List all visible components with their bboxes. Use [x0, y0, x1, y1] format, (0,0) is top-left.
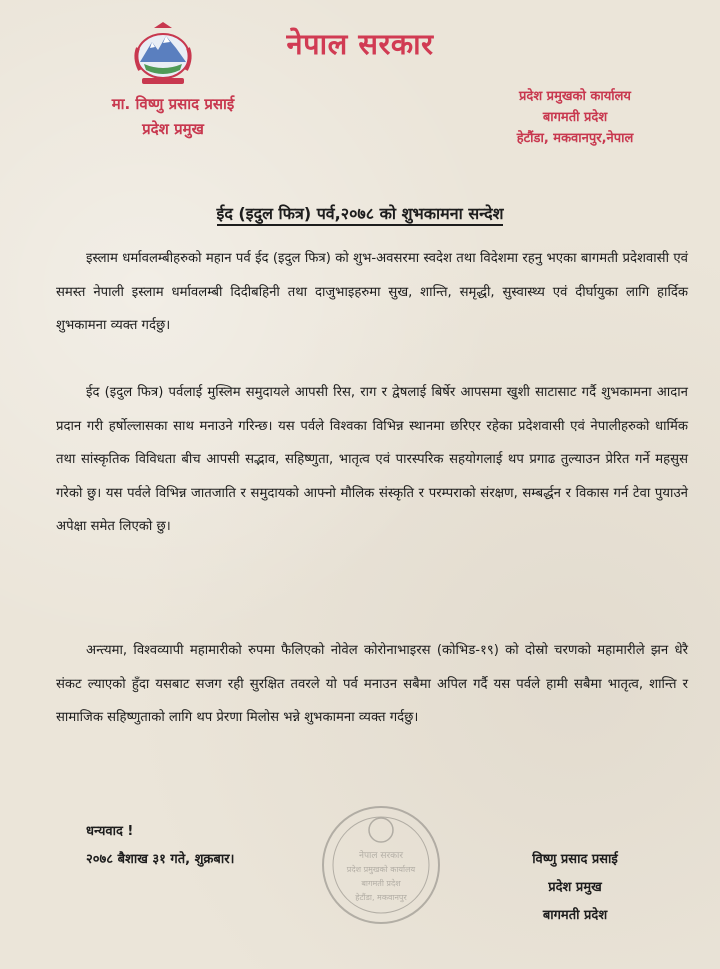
- seal-text-4: हेटौंडा, मकवानपुर: [355, 893, 407, 902]
- official-heading: [78, 92, 268, 142]
- official-name: मा. विष्णु प्रसाद प्रसाई: [111, 95, 235, 113]
- paragraph-1: इस्लाम धर्मावलम्बीहरुको महान पर्व ईद (इदुल फित्र) को शुभ-अवसरमा स्वदेश तथा विदेशमा रहनु भएका बागमती प्रदेशवासी एवं समस्त नेपाली इस्लाम धर्मावलम्बी दिदीबहिनी तथा दाजुभाइहरुमा सुख, शान्ति, समृद्धी, सुस्वास्थ्य एवं दीर्घायुका लागि हार्दिक शुभकामना व्यक्त गर्दछु।: [56, 251, 688, 333]
- seal-text-3: बागमती प्रदेश: [361, 879, 401, 888]
- signature-block: [505, 846, 645, 930]
- office-seal-stamp: [316, 800, 446, 930]
- office-line-2: बागमती प्रदेश: [542, 110, 608, 125]
- office-address: [470, 86, 680, 149]
- letter-date: २०७८ बैशाख ३१ गते, शुक्रबार।: [86, 852, 235, 867]
- paragraph-2: ईद (इदुल फित्र) पर्वलाई मुस्लिम समुदायले आपसी रिस, राग र द्वेषलाई बिर्षेर आपसमा खुशी साटासाट गर्दै शुभकामना आदान प्रदान गरी हर्षोल्लासका साथ मनाउने गरिन्छ। यस पर्वले विश्वका विभिन्न स्थानमा छरिएर रहेका प्रदेशवासी एवं नेपालीहरुको धार्मिक तथा सांस्कृतिक विविधता बीच आपसी सद्भाव, सहिष्णुता, भातृत्व एवं पारस्परिक सहयोगलाई थप प्रगाढ तुल्याउन प्रेरित गर्ने महसुस गरेको छु। यस पर्वले विभिन्न जातजाति र समुदायको आफ्नो मौलिक संस्कृति र परम्पराको संरक्षण, सम्बर्द्धन र विकास गर्न टेवा पुयाउने अपेक्षा समेत लिएको छु।: [56, 385, 688, 534]
- paragraph-3: अन्त्यमा, विश्वव्यापी महामारीको रुपमा फैलिएको नोवेल कोरोनाभाइरस (कोभिड-१९) को दोस्रो चरणको महामारीले झन धेरै संकट ल्याएको हुँदा यसबाट सजग रही सुरक्षित तवरले यो पर्व मनाउन सबैमा अपिल गर्दै यस पर्वले हामी सबैमा भातृत्व, शान्ति र सामाजिक सहिष्णुताको लागि थप प्रेरणा मिलोस भन्ने शुभकामना व्यक्त गर्दछु।: [56, 643, 688, 725]
- signatory-title: प्रदेश प्रमुख: [548, 880, 602, 895]
- seal-text-2: प्रदेश प्रमुखको कार्यालय: [346, 865, 416, 874]
- signatory-name: विष्णु प्रसाद प्रसाई: [532, 852, 618, 867]
- subject-text: ईद (इदुल फित्र) पर्व,२०७८ को शुभकामना सन्देश: [217, 204, 504, 226]
- official-title: प्रदेश प्रमुख: [142, 120, 204, 138]
- seal-text-1: नेपाल सरकार: [358, 851, 404, 861]
- government-title: नेपाल सरकार: [286, 27, 434, 61]
- office-line-1: प्रदेश प्रमुखको कार्यालय: [519, 89, 631, 104]
- thanks-text: धन्यवाद !: [86, 824, 134, 839]
- signatory-province: बागमती प्रदेश: [542, 908, 608, 923]
- office-line-3: हेटौंडा, मकवानपुर,नेपाल: [516, 131, 634, 146]
- closing-block: [86, 818, 234, 874]
- letter-subject: [0, 202, 720, 224]
